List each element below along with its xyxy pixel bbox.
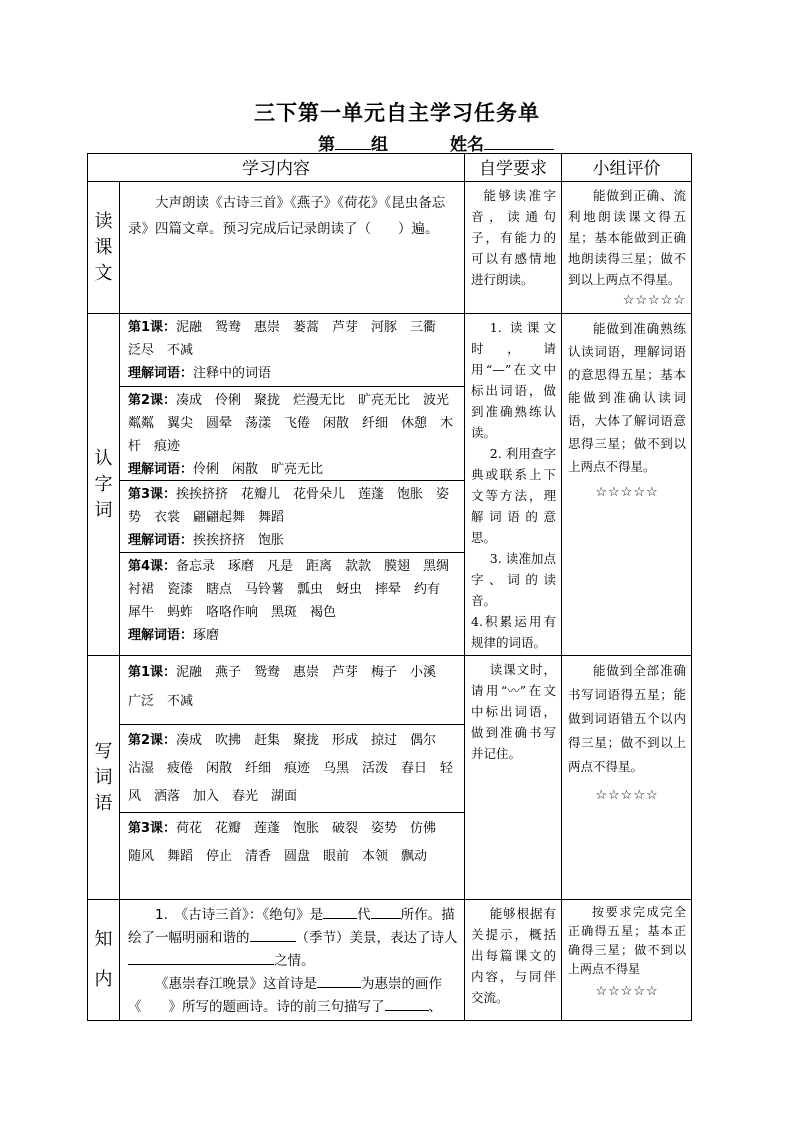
fill-blank[interactable] [317, 972, 361, 988]
recognize-lesson-3 [120, 481, 464, 553]
recognize-lesson-1 [120, 314, 464, 387]
write-lesson-1 [120, 656, 464, 725]
label-char: 认 [94, 447, 113, 469]
item-text: 《古诗三首》：《绝句》是 [181, 907, 324, 923]
recognize-lesson-2 [120, 387, 464, 481]
item-text: 代 [357, 907, 371, 923]
label-char: 知 [94, 929, 113, 950]
write-requirement: 读课文时，请用“〰”在文中标出词语，做到准确书写并记住。 [465, 656, 562, 900]
write-lesson-2 [120, 725, 464, 813]
item-text: 为惠崇的画作《 》所写的题画诗。诗的前三句描写了 [128, 976, 442, 1015]
lesson-words: 泥融 鸳鸯 惠崇 蒌蒿 芦芽 河豚 三衢 泛尽 不减 [128, 320, 450, 358]
item-text: 之情。 [274, 953, 315, 969]
recognize-requirement [465, 314, 562, 656]
knowledge-content [120, 900, 465, 1021]
read-evaluation [562, 182, 692, 314]
item-text: 、 [428, 999, 442, 1015]
understand-label: 理解词语： [128, 628, 194, 643]
requirement-item: 3. 读准加点字、词的读音。 [471, 551, 556, 608]
label-char: 语 [94, 792, 113, 814]
knowledge-requirement: 能够根据有关提示，概括出每篇课文的内容，与同伴交流。 [465, 900, 562, 1021]
requirement-item: 1. 读课文时，请用“—”在文中标出词语，做到准确熟练认读。 [471, 320, 556, 440]
read-requirement: 能够读准字音，读通句子，有能力的可以有感情地进行朗读。 [465, 182, 562, 314]
task-table [87, 153, 692, 1021]
write-evaluation-text: 能做到全部准确书写词语得五星；能做到词语错五个以内得三星；做不到以上两点不得星。 [568, 663, 686, 774]
label-char: 读 [94, 210, 113, 232]
label-char: 文 [94, 262, 113, 284]
header-row [88, 154, 692, 182]
fill-blank[interactable] [323, 903, 357, 919]
lesson-words: 备忘录 琢磨 凡是 距离 款款 膜翅 黑绸衬裙 瓷漆 瞎点 马铃薯 瓢虫 蚜虫 摔晕 约有 犀牛 蚂蚱 咯咯作响 黑斑 褐色 [128, 559, 454, 620]
read-content: 大声朗读《古诗三首》《燕子》《荷花》《昆虫备忘录》四篇文章。预习完成后记录朗读了（ ）遍。 [120, 182, 465, 314]
knowledge-stars: ☆☆☆☆☆ [595, 984, 659, 999]
knowledge-item-1 [128, 903, 458, 972]
item-text: 所作。描绘了一幅明丽和谐的 [128, 907, 455, 946]
lesson-words: 挨挨挤挤 花瓣儿 花骨朵儿 莲蓬 饱胀 姿势 衣裳 翩翩起舞 舞蹈 [128, 487, 450, 525]
fill-blank[interactable] [385, 995, 429, 1011]
read-evaluation-text: 能做到正确、流利地朗读课文得五星；基本能做到正确地朗读得三星；做不到以上两点不得星。 [568, 188, 686, 287]
lesson-title: 第2课： [128, 393, 177, 408]
fill-blank[interactable] [128, 949, 274, 965]
knowledge-evaluation [562, 900, 692, 1021]
lesson-title: 第2课： [128, 733, 177, 748]
lesson-words: 泥融 燕子 鸳鸯 惠崇 芦芽 梅子 小溪 广泛 不减 [128, 665, 450, 709]
lesson-title: 第3课： [128, 821, 177, 836]
header-evaluation: 小组评价 [562, 154, 692, 182]
section-label-write [88, 656, 120, 900]
section-write [88, 656, 692, 900]
lesson-title: 第3课： [128, 487, 177, 502]
recognize-evaluation [562, 314, 692, 656]
understand-label: 理解词语： [128, 462, 194, 477]
group-field [318, 130, 388, 155]
recognize-stars: ☆☆☆☆☆ [595, 485, 659, 500]
recognize-evaluation-text: 能做到准确熟练认读词语，理解词语的意思得五星；基本能做到准确认读词语，大体了解词语意思得三星；做不到以上两点不得星。 [568, 321, 686, 474]
item-text: 《惠崇春江晚景》这首诗是 [155, 976, 317, 992]
recognize-content [120, 314, 465, 656]
label-char: 词 [94, 499, 113, 521]
requirement-item: 2. 利用查字典或联系上下文等方法，理解词语的意思。 [471, 446, 556, 545]
lesson-words: 凑成 伶俐 聚拢 烂漫无比 旷亮无比 波光粼粼 翼尖 圆晕 荡漾 飞倦 闲散 纤细 休憩 木杆 痕迹 [128, 393, 454, 454]
lesson-title: 第1课： [128, 320, 177, 335]
requirement-item: 4.积累运用有规律的词语。 [471, 614, 556, 650]
section-label-read [88, 182, 120, 314]
group-blank[interactable] [335, 134, 371, 150]
knowledge-item-2 [128, 972, 458, 1018]
read-stars: ☆☆☆☆☆ [622, 293, 686, 308]
label-char: 写 [94, 740, 113, 762]
label-char: 内 [94, 969, 113, 990]
name-blank[interactable] [484, 134, 554, 150]
item-number: 1. [155, 907, 168, 923]
lesson-words: 凑成 吹拂 赶集 聚拢 形成 掠过 偶尔 沾湿 疲倦 闲散 纤细 痕迹 乌黑 活泼 春日 轻风 洒落 加入 春光 湖面 [128, 733, 454, 804]
item-text: （季节）美景，表达了诗人 [295, 930, 458, 946]
section-label-knowledge [88, 900, 120, 1021]
lesson-title: 第4课： [128, 559, 177, 574]
section-label-recognize [88, 314, 120, 656]
section-read [88, 182, 692, 314]
header-content: 学习内容 [88, 154, 465, 182]
label-char: 字 [94, 473, 113, 495]
group-suffix: 组 [371, 135, 388, 155]
section-recognize [88, 314, 692, 656]
understand-words: 琢磨 [193, 628, 220, 643]
write-lesson-3 [120, 813, 464, 873]
section-knowledge [88, 900, 692, 1021]
write-content [120, 656, 465, 900]
page-title: 三下第一单元自主学习任务单 [254, 101, 540, 125]
knowledge-evaluation-text: 按要求完成完全正确得五星；基本正确得三星；做不到以上两点不得星 [568, 905, 686, 976]
name-field [450, 130, 554, 155]
lesson-title: 第1课： [128, 665, 177, 680]
name-label: 姓名 [450, 135, 484, 155]
fill-blank[interactable] [371, 903, 401, 919]
write-evaluation [562, 656, 692, 900]
label-char: 词 [94, 766, 113, 788]
understand-label: 理解词语： [128, 533, 194, 548]
write-stars: ☆☆☆☆☆ [595, 788, 659, 803]
lesson-words: 荷花 花瓣 莲蓬 饱胀 破裂 姿势 仿佛 随风 舞蹈 停止 清香 圆盘 眼前 本领 飘动 [128, 821, 450, 864]
understand-words: 注释中的词语 [193, 366, 272, 381]
header-requirement: 自学要求 [465, 154, 562, 182]
understand-words: 挨挨挤挤 饱胀 [193, 533, 285, 548]
group-prefix: 第 [318, 135, 335, 155]
fill-blank[interactable] [250, 926, 296, 942]
understand-label: 理解词语： [128, 366, 194, 381]
recognize-lesson-4 [120, 553, 464, 649]
label-char: 课 [94, 236, 113, 258]
understand-words: 伶俐 闲散 旷亮无比 [193, 462, 324, 477]
